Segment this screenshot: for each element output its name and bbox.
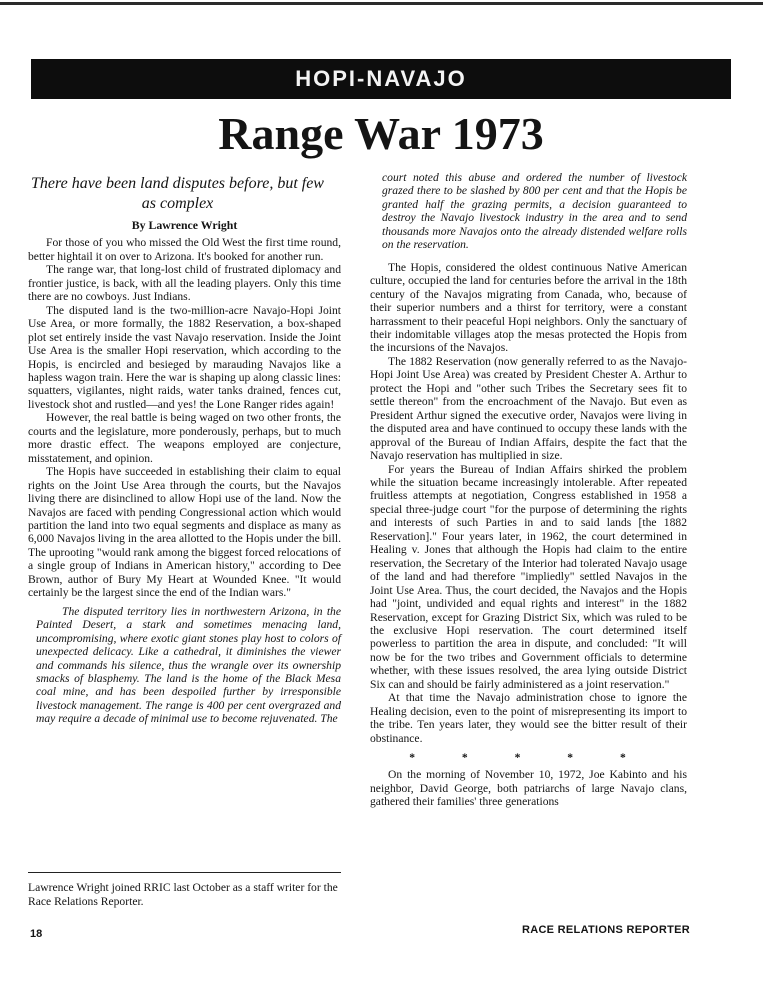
right-column (370, 171, 687, 809)
article-title: Range War 1973 (218, 108, 544, 159)
top-rule (0, 2, 763, 5)
page-number: 18 (30, 928, 43, 940)
article-deck: There have been land disputes before, but few as complex (31, 175, 324, 212)
pull-quote: The disputed territory lies in northwestern Arizona, in the Painted Desert, a stark and sometimes menacing land, uncompromising, where exotic giant stones play host to colors of unexpected delicacy. Like a cathedral, it diminishes the viewer and commands his silence, thus the wrangle over its ownership smacks of blasphemy. The land is the home of the Black Mesa coal mine, and has been despoiled further by irresponsible livestock management. The range is 400 per cent overgrazed and may require a decade of minimal use to become rejuvenated. The (36, 604, 341, 726)
body-paragraph: On the morning of November 10, 1972, Joe Kabinto and his neighbor, David George, both patriarchs of large Navajo clans, gathered their families' three generations (370, 768, 687, 809)
left-column (28, 174, 341, 726)
body-paragraph: The Hopis, considered the oldest continuous Native American culture, occupied the land for centuries before the arrival in the 18th century of the Navajos migrating from Canada, who, because of their superior numbers and a thirst for territory, were a constant harrassment to their peaceful Hopi neighbors. Only the sanctuary of their indomitable villages atop the mesas protected the Hopis from the incursions of the Navajos. (370, 260, 687, 355)
publication-name: RACE RELATIONS REPORTER (521, 924, 690, 936)
body-paragraph: The range war, that long-lost child of frustrated diplomacy and frontier justice, is back, with all the leading players. Only this time there are no cowboys. Just Indians. (28, 263, 341, 304)
pull-quote-continued: court noted this abuse and ordered the number of livestock grazed there to be slashed by 800 per cent and that the Hopis be granted half the grazing permits, a decision guaranteed to destroy the Navajo livestock industry in the area and to send thousands more Navajos onto the already distended welfare rolls on the reservation. (382, 171, 687, 252)
body-paragraph: For years the Bureau of Indian Affairs shirked the problem while the situation became increasingly intolerable. After repeated fruitless attempts at negotiation, Congress established in 1958 a special three-judge court "for the purpose of determining the rights and interests of such Parties in and to said lands [the 1882 Reservation]." Four years later, in 1962, the court determined in Healing v. Jones that although the Hopis had claim to the entire reservation, the Secretary of the Interior had tolerated Navajo usage of the land and had therefore "impliedly" settled Navajos in the Joint Use Area. Thus, the court decided, the Navajos and the Hopis had "joint, undivided and equal rights and interest" in the 1882 Reservation, except for Grazing District Six, which was ruled to be the exclusive Hopi reservation. The court determined itself powerless to partition the area in dispute, and concluded: "It will now be for the two tribes and Government officials to determine whether, with these issues resolved, the area lying outside District Six can and should be fairly administered as a joint reservation." (370, 462, 687, 691)
body-paragraph: For those of you who missed the Old West the first time round, better hightail it on over to Arizona. It's booked for another run. (28, 236, 341, 263)
author-bio: Lawrence Wright joined RRIC last October as a staff writer for the Race Relations Reporter. (28, 872, 341, 908)
body-paragraph: The disputed land is the two-million-acre Navajo-Hopi Joint Use Area, or more formally, the 1882 Reservation, a box-shaped plot set entirely inside the vast Navajo reservation. Inside the Joint Use Area is the smaller Hopi reservation, which according to the Hopis, is encircled and besieged by marauding Navajos like a hapless wagon train. Here the war is shaping up along classic lines: squatters, vigilantes, night raids, water tanks drained, fences cut, livestock shot and rustled—and yes! the Lone Ranger rides again! (28, 303, 341, 411)
body-paragraph: However, the real battle is being waged on two other fronts, the courts and the legislature, more ponderously, perhaps, but to much more drastic effect. The weapons employed are conjecture, misstatement, and opinion. (28, 411, 341, 465)
section-separator: * * * * * (409, 751, 648, 765)
byline: By Lawrence Wright (131, 218, 238, 232)
section-banner (31, 59, 731, 99)
section-label: HOPI-NAVAJO (295, 66, 467, 91)
body-paragraph: The Hopis have succeeded in establishing their claim to equal rights on the Joint Use Area through the courts, but the Navajos living there are disinclined to allow Hopi use of the land. Now the Navajos are faced with pending Congressional action which would partition the land into two equal segments and displace as many as 6,000 Navajos living in the area allotted to the Hopis under the bill. The uprooting "would rank among the biggest forced relocations of a single group of Indians in American history," according to Dee Brown, author of Bury My Heart at Wounded Knee. "It would certainly be the largest since the end of the Indian wars." (28, 465, 341, 600)
body-paragraph: At that time the Navajo administration chose to ignore the Healing decision, even to the point of misrepresenting its import to the tribe. Ten years later, they would see the bitter result of their obstinance. (370, 691, 687, 745)
body-paragraph: The 1882 Reservation (now generally referred to as the Navajo-Hopi Joint Use Area) was created by President Chester A. Arthur to protect the Hopi and "other such Tribes the Secretary sees fit to settle thereon" from the encroachment of the Navajo. But even as President Arthur signed the executive order, Navajos were living in the disputed area and have continued to occupy these lands with the approval of the Bureau of Indian Affairs, despite the fact that the Navajo reservation has multiplied in size. (370, 354, 687, 463)
